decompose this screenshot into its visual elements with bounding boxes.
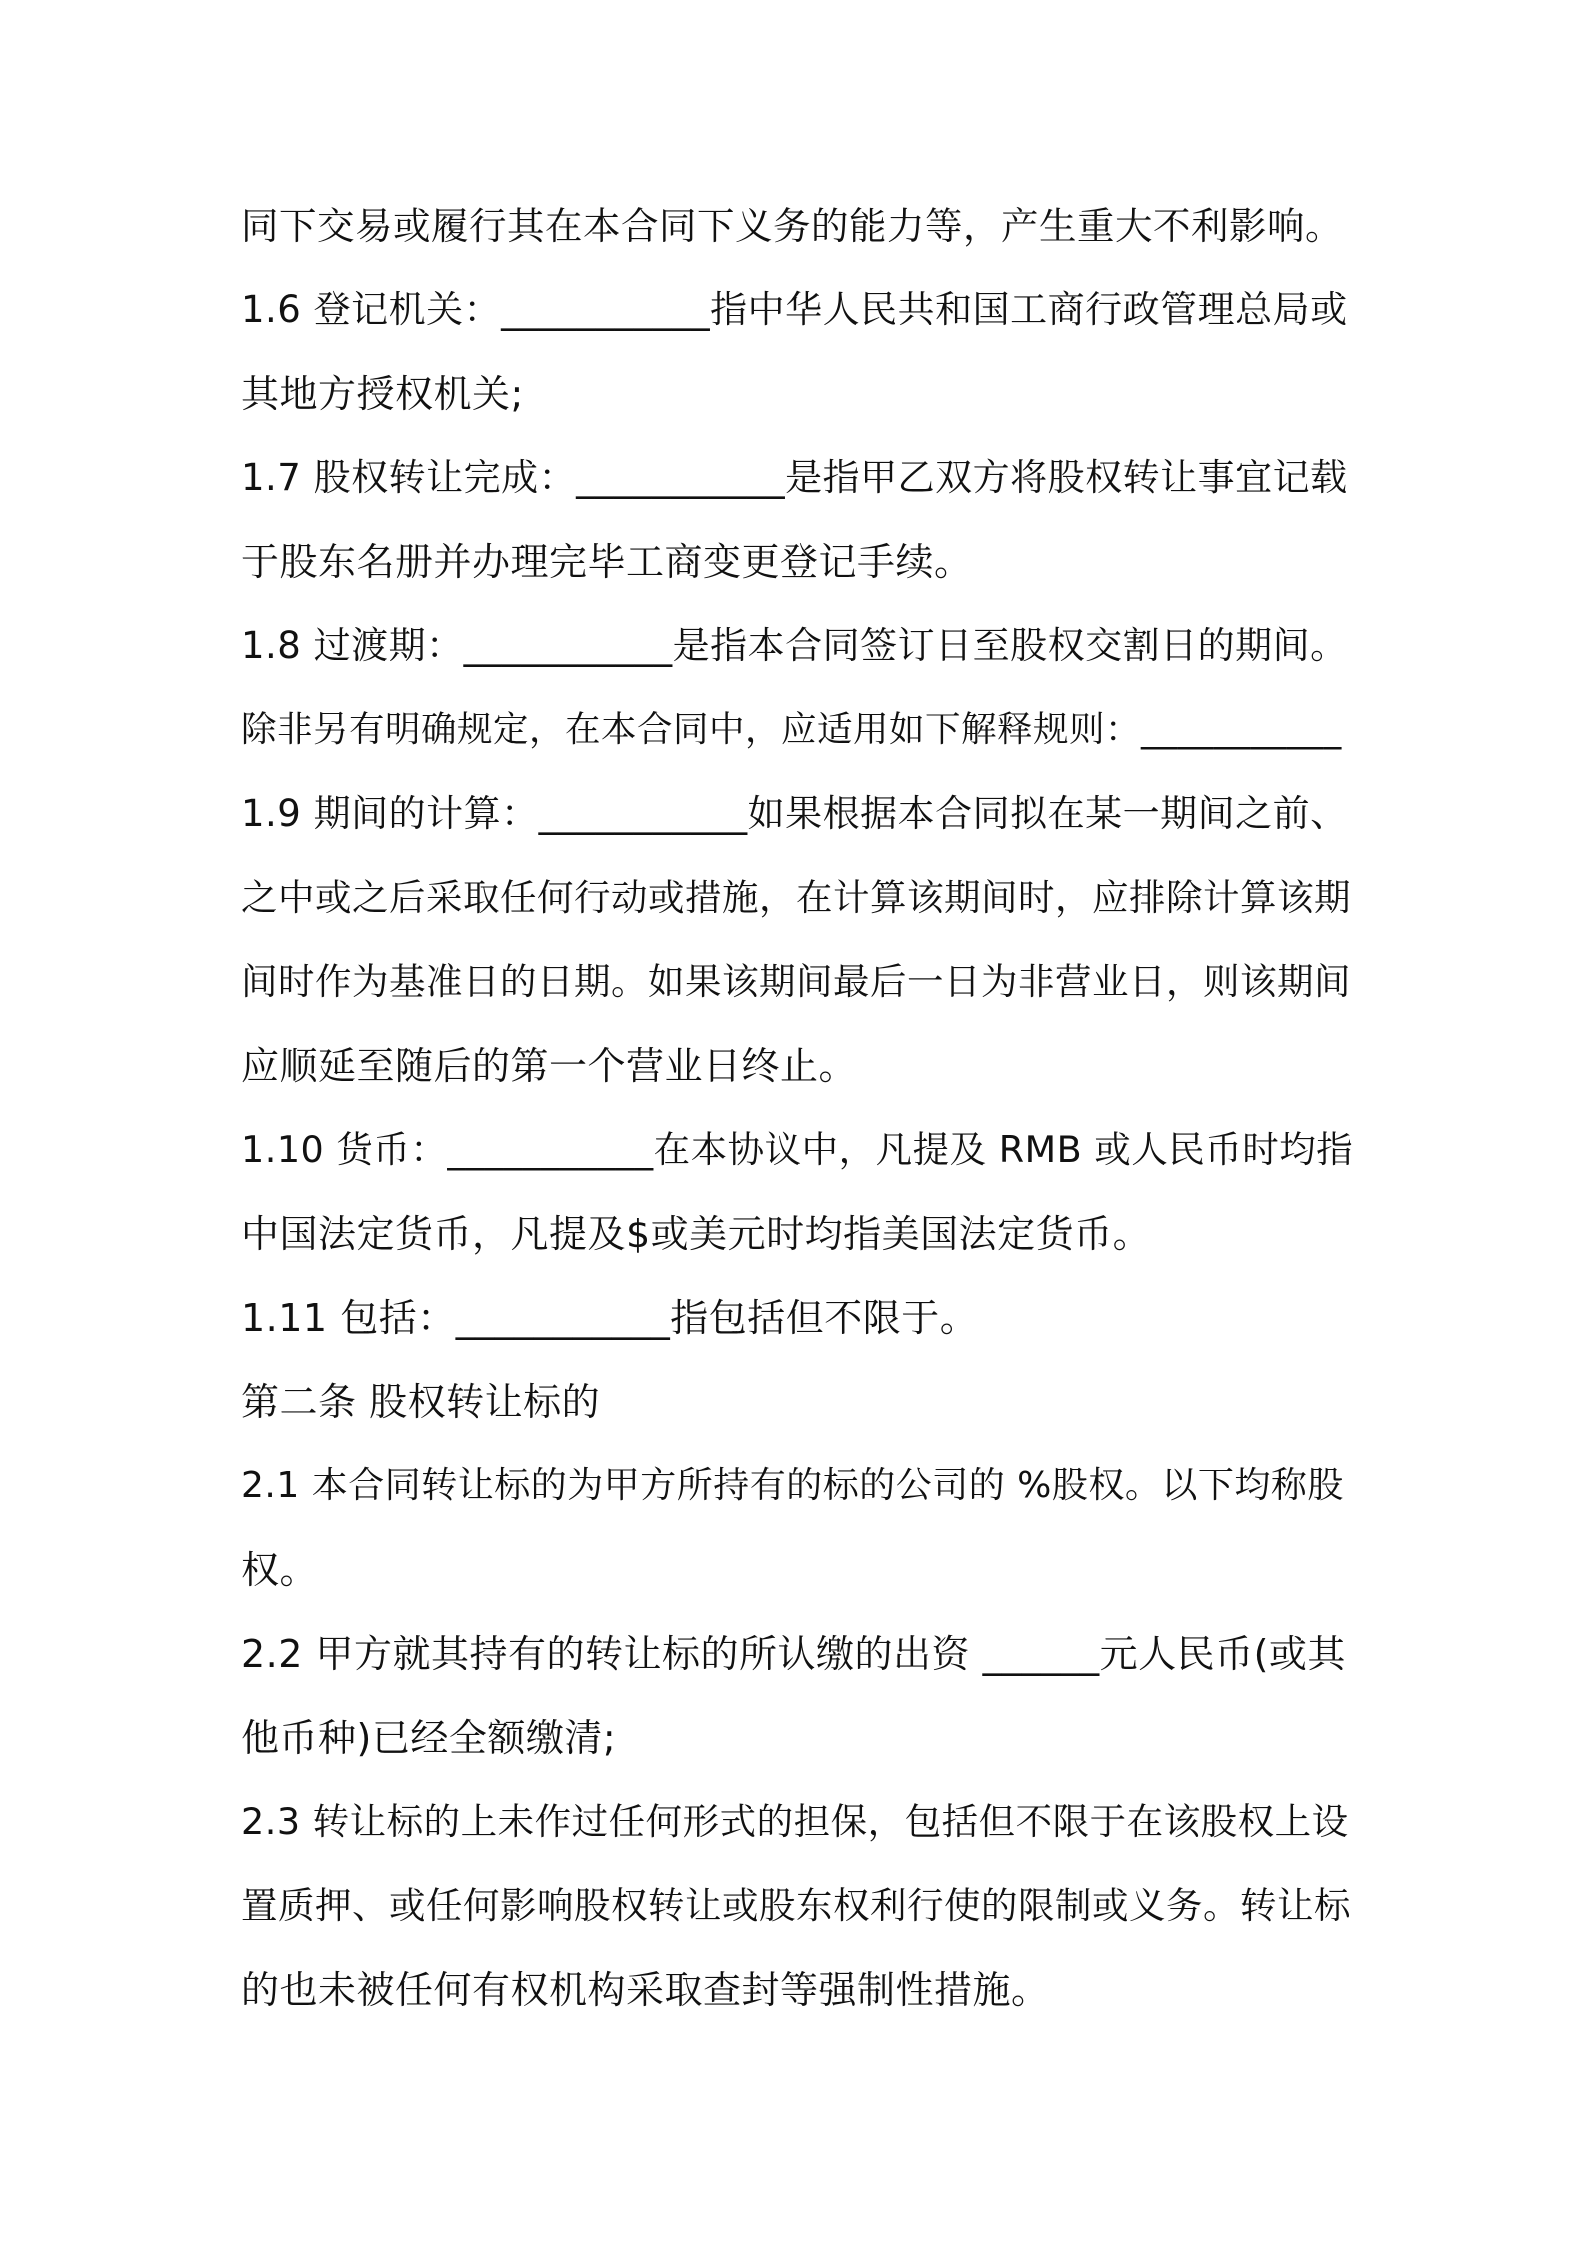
text-line: 2.2 甲方就其持有的转让标的所认缴的出资 ______元人民币(或其: [241, 1632, 1346, 1676]
text-line: 中国法定货币，凡提及$或美元时均指美国法定货币。: [241, 1212, 1152, 1256]
text-line: 1.6 登记机关：___________指中华人民共和国工商行政管理总局或: [241, 288, 1348, 331]
text-line: 同下交易或履行其在本合同下义务的能力等，产生重大不利影响。: [241, 204, 1343, 248]
text-line: 2.3 转让标的上未作过任何形式的担保，包括但不限于在该股权上设: [241, 1800, 1349, 1843]
text-line: 1.10 货币：___________在本协议中，凡提及 RMB 或人民币时均指: [241, 1128, 1354, 1171]
text-line: 2.1 本合同转让标的为甲方所持有的标的公司的 %股权。以下均称股: [241, 1465, 1344, 1506]
text-line: 1.8 过渡期：___________是指本合同签订日至股权交割日的期间。: [241, 624, 1348, 667]
text-line: 他币种)已经全额缴清;: [241, 1716, 617, 1760]
text-line: 应顺延至随后的第一个营业日终止。: [241, 1044, 858, 1088]
text-line: 1.11 包括：___________指包括但不限于。: [241, 1296, 979, 1340]
text-line: 置质押、或任何影响股权转让或股东权利行使的限制或义务。转让标: [241, 1884, 1351, 1927]
text-line: 于股东名册并办理完毕工商变更登记手续。: [241, 540, 973, 584]
text-line: 间时作为基准日的日期。如果该期间最后一日为非营业日，则该期间: [241, 960, 1351, 1003]
text-line: 1.7 股权转让完成：___________是指甲乙双方将股权转让事宜记载: [241, 456, 1348, 499]
text-line: 的也未被任何有权机构采取查封等强制性措施。: [241, 1968, 1050, 2012]
text-line: 除非另有明确规定，在本合同中，应适用如下解释规则：___________: [241, 709, 1342, 750]
text-line: 权。: [241, 1548, 319, 1592]
text-line: 之中或之后采取任何行动或措施，在计算该期间时，应排除计算该期: [241, 876, 1351, 919]
text-line: 其地方授权机关;: [241, 372, 524, 416]
section-heading: 第二条 股权转让标的: [241, 1380, 601, 1424]
text-line: 1.9 期间的计算：___________如果根据本合同拟在某一期间之前、: [241, 792, 1348, 835]
